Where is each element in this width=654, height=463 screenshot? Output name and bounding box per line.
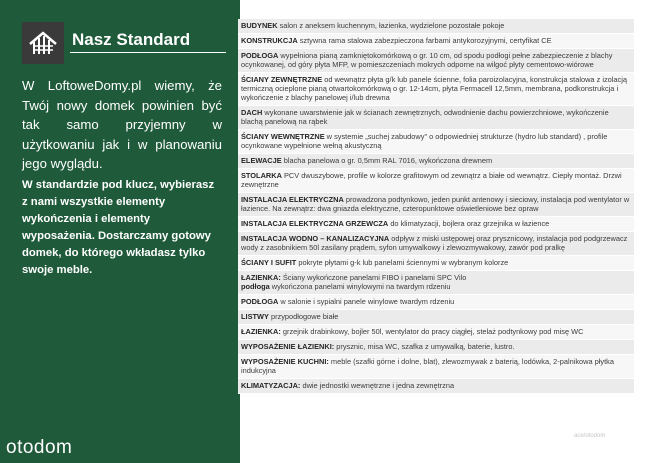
spec-row bbox=[238, 130, 634, 154]
spec-row bbox=[238, 154, 634, 169]
spec-text: Ściany wykończone panelami FIBO i panelami SPC Vilo bbox=[280, 273, 467, 282]
spec-row bbox=[238, 325, 634, 340]
spec-label: ŁAZIENKA: bbox=[241, 273, 281, 282]
spec-label: LISTWY bbox=[241, 312, 269, 321]
spec-row bbox=[238, 19, 634, 34]
spec-row bbox=[238, 355, 634, 379]
intro-text: W LoftoweDomy.pl wiemy, że Twój nowy domek powinien być tak samo przyjemny w użytkowaniu jak i w planowaniu jego wyglądu. bbox=[22, 78, 222, 171]
spec-row bbox=[238, 271, 634, 295]
watermark: ace/otodom bbox=[574, 433, 606, 439]
spec-text: w systemie „suchej zabudowy" o odpowiedniej strukturze (hydro lub standard) , profile ocynkowane wypełnione wełną akustyczną bbox=[241, 132, 608, 150]
spec-text: prowadzona podtynkowo, jeden punkt antenowy i sieciowy, instalacja pod wentylator w łazience. Na zewnątrz: dwa gniazda elektryczne, czteropunktowe oświetleniowe bez opraw bbox=[241, 195, 630, 213]
spec-row bbox=[238, 49, 634, 73]
spec-label: ELEWACJE bbox=[241, 156, 282, 165]
spec-text: meble (szafki górne i dolne, blat), zlewozmywak z baterią, lodówka, 2-palnikowa płytka indukcyjna bbox=[241, 357, 614, 375]
spec-row bbox=[238, 295, 634, 310]
left-panel bbox=[0, 0, 240, 463]
spec-text: wykończona panelami winylowymi na twardym rdzeniu bbox=[269, 282, 451, 291]
spec-row bbox=[238, 379, 634, 394]
spec-label: DACH bbox=[241, 108, 263, 117]
spec-label: INSTALACJA WODNO – KANALIZACYJNA bbox=[241, 234, 390, 243]
spec-label: KONSTRUKCJA bbox=[241, 36, 298, 45]
spec-label: podłoga bbox=[241, 282, 270, 291]
spec-row bbox=[238, 73, 634, 106]
spec-text: prysznic, misa WC, szafka z umywalką, baterie, lustro. bbox=[334, 342, 515, 351]
spec-row bbox=[238, 232, 634, 256]
spec-text: dwie jednostki wewnętrzne i jedna zewnętrzna bbox=[300, 381, 455, 390]
spec-label: STOLARKA bbox=[241, 171, 282, 180]
otodom-logo: otodom bbox=[6, 437, 73, 458]
spec-row bbox=[238, 310, 634, 325]
spec-row bbox=[238, 169, 634, 193]
spec-label: WYPOSAŻENIE KUCHNI: bbox=[241, 357, 329, 366]
spec-label: KLIMATYZACJA: bbox=[241, 381, 301, 390]
spec-label: PODŁOGA bbox=[241, 51, 279, 60]
title-underline bbox=[70, 52, 226, 53]
spec-label: ŚCIANY ZEWNĘTRZNE bbox=[241, 75, 323, 84]
spec-row bbox=[238, 193, 634, 217]
spec-text: salon z aneksem kuchennym, łazienka, wydzielone pozostałe pokoje bbox=[277, 21, 505, 30]
spec-text: wypełniona pianą zamkniętokomórkową o gr. 10 cm, od spodu podłogi pełne zabezpieczenie z blachy ocynkowanej, od góry płyta MFP, w pomieszczeniach mokrych odporne na wilgoć płyty cementowo-wiórowe bbox=[241, 51, 613, 69]
spec-text: od wewnątrz płyta g/k lub panele ścienne, folia paroizolacyjna, konstrukcja stalowa z izolacją termiczną ocieplone pianą otwartokomórkową o gr. 12-14cm, płyta Fermacell 12,5mm, membrana, podkonstrukcja i wykończenie z blachy panelowej i/lub drewna bbox=[241, 75, 627, 102]
spec-text: blacha panelowa o gr. 0,5mm RAL 7016, wykończona drewnem bbox=[281, 156, 493, 165]
spec-label: INSTALACJA ELEKTRYCZNA bbox=[241, 195, 344, 204]
spec-text: do klimatyzacji, bojlera oraz grzejnika w łazience bbox=[388, 219, 550, 228]
spec-text: wykonane uwarstwienie jak w ścianach zewnętrznych, odwodnienie dachu powierzchniowe, wykończenie blachą panelową na rąbek bbox=[241, 108, 609, 126]
spec-table bbox=[238, 19, 634, 394]
spec-text: przypodłogowe białe bbox=[268, 312, 339, 321]
spec-text: w salonie i sypialni panele winylowe twardym rdzeniu bbox=[278, 297, 455, 306]
page-title: Nasz Standard bbox=[72, 30, 191, 49]
spec-row bbox=[238, 340, 634, 355]
spec-row bbox=[238, 106, 634, 130]
spec-text: sztywna rama stalowa zabezpieczona farbami antykorozyjnymi, certyfikat CE bbox=[297, 36, 552, 45]
spec-text: pokryte płytami g-k lub panelami ściennymi w wybranym kolorze bbox=[296, 258, 509, 267]
spec-text: PCV dwuszybowe, profile w kolorze grafitowym od zewnątrz a białe od wewnątrz. Ciepły montaż. Drzwi zewnętrzne bbox=[241, 171, 622, 189]
spec-label: ŚCIANY WEWNĘTRZNE bbox=[241, 132, 325, 141]
spec-row bbox=[238, 256, 634, 271]
description-text: W standardzie pod klucz, wybierasz z nami wszystkie elementy wykończenia i elementy wyposażenia. Dostarczamy gotowy domek, do którego wkładasz tylko swoje meble. bbox=[22, 179, 215, 276]
spec-label: ŁAZIENKA: bbox=[241, 327, 281, 336]
spec-row bbox=[238, 34, 634, 49]
spec-text: odpływ z miski ustępowej oraz prysznicowy, instalacja pod podgrzewacz wody z zasobnikiem 50l zasilany prądem, syfon umywalkowy i zlewozmywakowy, zawór pod pralkę bbox=[241, 234, 628, 252]
spec-text: grzejnik drabinkowy, bojler 50l, wentylator do pracy ciągłej, stelaż podtynkowy pod misę WC bbox=[280, 327, 584, 336]
house-grid-logo-icon bbox=[22, 22, 64, 64]
spec-label: INSTALACJA ELEKTRYCZNA GRZEWCZA bbox=[241, 219, 389, 228]
spec-label: ŚCIANY I SUFIT bbox=[241, 258, 297, 267]
spec-label: WYPOSAŻENIE ŁAZIENKI: bbox=[241, 342, 335, 351]
spec-label: BUDYNEK bbox=[241, 21, 278, 30]
spec-row bbox=[238, 217, 634, 232]
spec-label: PODŁOGA bbox=[241, 297, 279, 306]
